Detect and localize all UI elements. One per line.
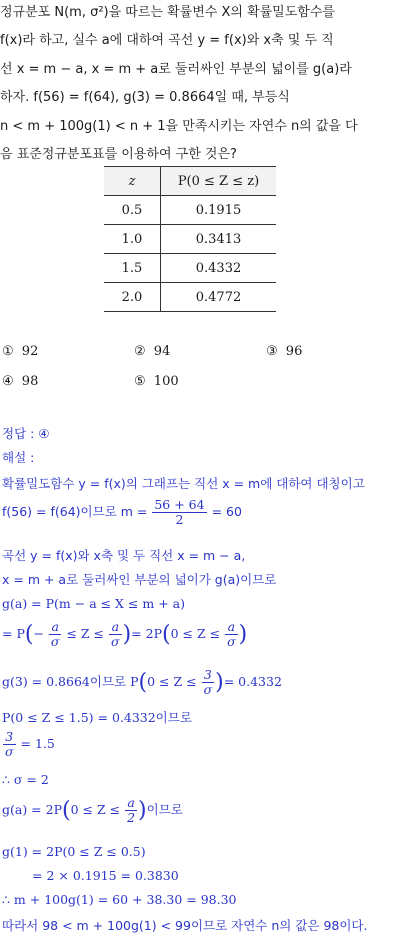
fraction-numerator: 56 + 64 bbox=[154, 497, 205, 512]
solution-text: 0 ≤ Z ≤ bbox=[170, 626, 221, 641]
solution-text: f(56) = f(64)이므로 m = bbox=[2, 504, 148, 519]
solution-line: g(a) = P(m − a ≤ X ≤ m + a) bbox=[2, 596, 185, 611]
fraction bbox=[109, 620, 122, 649]
solution-line: = 2 × 0.1915 = 0.3830 bbox=[32, 868, 179, 883]
table-cell: 0.3413 bbox=[161, 225, 277, 254]
solution-text: 0 ≤ Z ≤ bbox=[147, 674, 197, 689]
close-paren: ) bbox=[122, 622, 132, 647]
fraction bbox=[152, 498, 206, 527]
fraction-denominator: σ bbox=[5, 744, 14, 759]
choice-3[interactable] bbox=[266, 344, 302, 359]
solution-line-g3 bbox=[2, 668, 282, 697]
fraction-denominator: 2 bbox=[127, 810, 136, 825]
solution-line: 곡선 y = f(x)와 x축 및 두 직선 x = m − a, bbox=[2, 548, 246, 563]
solution-text: − bbox=[33, 626, 44, 641]
choice-value: 94 bbox=[153, 344, 171, 359]
solution-text: = 2P bbox=[131, 626, 162, 641]
solution-line-sigma-frac bbox=[2, 730, 55, 759]
fraction-denominator: 2 bbox=[175, 512, 184, 527]
table-row bbox=[104, 254, 276, 283]
choice-value: 100 bbox=[153, 374, 179, 389]
choice-5[interactable] bbox=[134, 374, 179, 389]
choice-mark: ⑤ bbox=[134, 374, 146, 389]
solution-line-m bbox=[2, 498, 242, 527]
solution-text: g(a) = 2P bbox=[2, 802, 62, 817]
choice-4[interactable] bbox=[2, 374, 38, 389]
choice-value: 92 bbox=[21, 344, 39, 359]
choice-2[interactable] bbox=[134, 344, 170, 359]
table-row bbox=[104, 225, 276, 254]
solution-text: 0 ≤ Z ≤ bbox=[70, 802, 121, 817]
close-paren: ) bbox=[138, 798, 147, 823]
fraction-numerator: a bbox=[109, 620, 122, 635]
table-cell: 0.5 bbox=[104, 196, 161, 225]
choice-value: 96 bbox=[285, 344, 303, 359]
choice-mark: ③ bbox=[266, 344, 278, 359]
open-paren: ( bbox=[138, 670, 148, 695]
table-cell: 0.4332 bbox=[161, 254, 277, 283]
choice-1[interactable] bbox=[2, 344, 38, 359]
solution-line: 확률밀도함수 y = f(x)의 그래프는 직선 x = m에 대하여 대칭이고 bbox=[2, 476, 365, 491]
solution-text: = 60 bbox=[211, 504, 242, 519]
fraction-denominator: σ bbox=[203, 682, 213, 697]
solution-text: ≤ Z ≤ bbox=[66, 626, 105, 641]
fraction-denominator: σ bbox=[227, 634, 236, 649]
solution-line: x = m + a로 둘러싸인 부분의 넓이가 g(a)이므로 bbox=[2, 572, 277, 587]
solution-line: g(1) = 2P(0 ≤ Z ≤ 0.5) bbox=[2, 844, 146, 859]
solution-text: = P bbox=[2, 626, 25, 641]
solution-text: = 1.5 bbox=[20, 736, 55, 751]
fraction bbox=[3, 730, 16, 759]
table-cell: 0.1915 bbox=[161, 196, 277, 225]
question-line: n < m + 100g(1) < n + 1을 만족시키는 자연수 n의 값을 다 bbox=[0, 118, 358, 134]
table-row bbox=[104, 196, 276, 225]
table-cell: 0.4772 bbox=[161, 283, 277, 312]
table-header-row bbox=[104, 167, 276, 196]
table-row bbox=[104, 283, 276, 312]
question-line: 음 표준정규분포표를 이용하여 구한 것은? bbox=[0, 147, 237, 163]
solution-line: P(0 ≤ Z ≤ 1.5) = 0.4332이므로 bbox=[2, 710, 192, 725]
standard-normal-table bbox=[104, 166, 276, 312]
table-header-z: z bbox=[104, 167, 161, 196]
fraction-numerator: a bbox=[125, 796, 137, 811]
question-line: 선 x = m − a, x = m + a로 둘러싸인 부분의 넓이를 g(a)라 bbox=[0, 61, 352, 77]
fraction-denominator: σ bbox=[50, 634, 60, 649]
fraction bbox=[49, 620, 62, 649]
fraction-numerator: 3 bbox=[202, 668, 215, 683]
fraction-numerator: a bbox=[49, 620, 62, 635]
open-paren: ( bbox=[24, 622, 34, 647]
fraction-numerator: 3 bbox=[3, 730, 16, 745]
solution-line-ga2 bbox=[2, 796, 183, 825]
choice-mark: ④ bbox=[2, 374, 14, 389]
question-text bbox=[0, 2, 400, 165]
solution-text: = 0.4332 bbox=[223, 674, 282, 689]
solution-line: 따라서 98 < m + 100g(1) < 99이므로 자연수 n의 값은 98이다. bbox=[2, 918, 368, 933]
open-paren: ( bbox=[161, 622, 171, 647]
table-cell: 1.0 bbox=[104, 225, 161, 254]
fraction-numerator: a bbox=[225, 620, 238, 635]
table-header-prob: P(0 ≤ Z ≤ z) bbox=[161, 167, 277, 196]
question-line: f(x)라 하고, 실수 a에 대하여 곡선 y = f(x)와 x축 및 두 직 bbox=[0, 33, 334, 49]
solution-line: ∴ m + 100g(1) = 60 + 38.30 = 98.30 bbox=[2, 892, 237, 907]
close-paren: ) bbox=[215, 670, 224, 695]
explain-label: 해설 : bbox=[2, 450, 35, 465]
table-cell: 2.0 bbox=[104, 283, 161, 312]
fraction bbox=[202, 668, 215, 697]
fraction bbox=[225, 620, 238, 649]
answer-label: 정답 : ④ bbox=[2, 426, 50, 441]
choice-mark: ① bbox=[2, 344, 14, 359]
solution-line-ga bbox=[2, 620, 247, 649]
fraction bbox=[125, 796, 137, 825]
fraction-denominator: σ bbox=[111, 634, 120, 649]
close-paren: ) bbox=[238, 622, 248, 647]
solution-line: ∴ σ = 2 bbox=[2, 772, 49, 787]
question-line: 하자. f(56) = f(64), g(3) = 0.8664일 때, 부등식 bbox=[0, 90, 290, 106]
choice-value: 98 bbox=[21, 374, 39, 389]
question-line: 정규분포 N(m, σ²)을 따르는 확률변수 X의 확률밀도함수를 bbox=[0, 5, 335, 20]
solution-text: g(3) = 0.8664이므로 P bbox=[2, 674, 139, 689]
table-cell: 1.5 bbox=[104, 254, 161, 283]
solution-text: 이므로 bbox=[146, 802, 183, 817]
choice-mark: ② bbox=[134, 344, 146, 359]
open-paren: ( bbox=[62, 798, 71, 823]
